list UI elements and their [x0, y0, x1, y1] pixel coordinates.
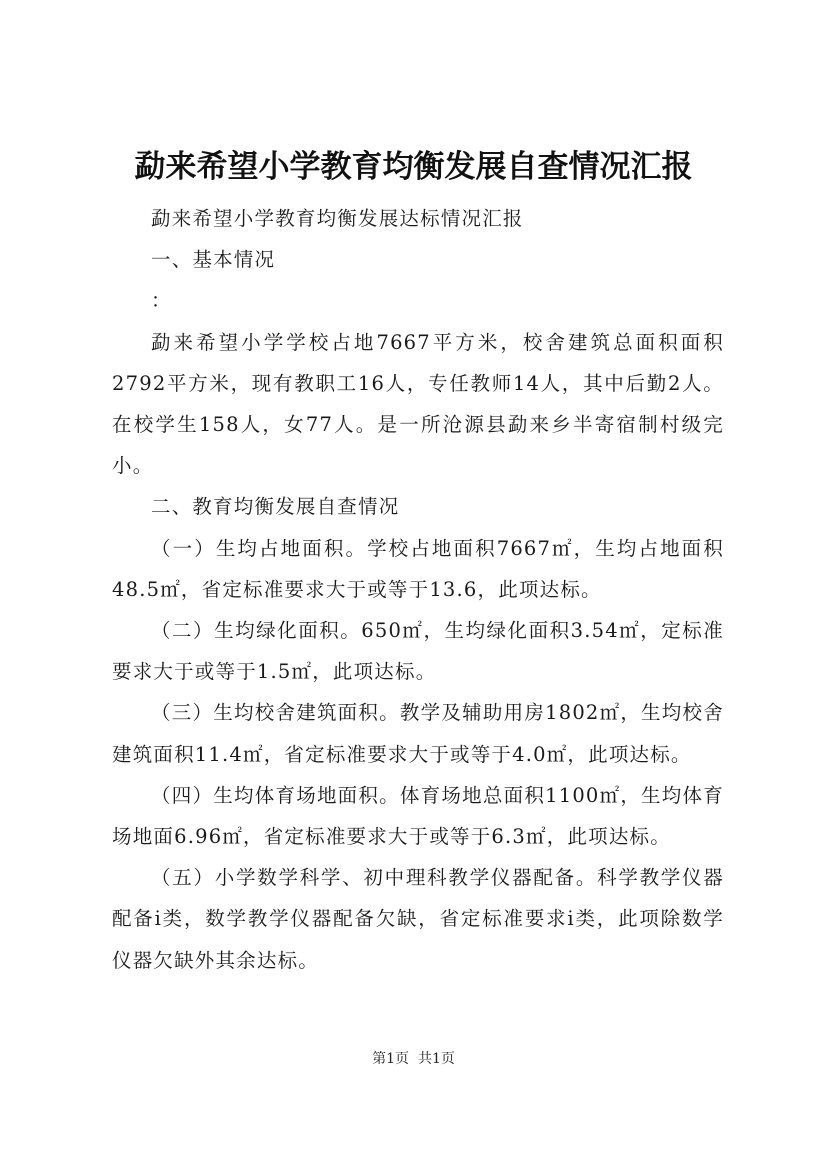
item-sports-area-paragraph: （四）生均体育场地面积。体育场地总面积1100㎡，生均体育场地面6.96㎡，省定标准要求大于或等于6.3㎡，此项达标。 [112, 783, 724, 849]
basic-info-paragraph: 勐来希望小学学校占地7667平方米，校舍建筑总面积面积2792平方米，现有教职工16人，专任教师14人，其中后勤2人。在校学生158人，女77人。是一所沧源县勐来乡半寄宿制村级完小。 [112, 330, 724, 478]
subtitle-paragraph: 勐来希望小学教育均衡发展达标情况汇报 [151, 207, 524, 230]
section-heading-self-check: 二、教育均衡发展自查情况 [151, 495, 400, 519]
colon-paragraph: ： [151, 289, 172, 313]
item-land-area-paragraph: （一）生均占地面积。学校占地面积7667㎡，生均占地面积48.5㎡，省定标准要求大于或等于13.6，此项达标。 [112, 536, 724, 601]
page-number-label: 第1页 共1页 [372, 1051, 455, 1067]
page-footer [0, 1048, 827, 1070]
item-building-area-paragraph: （三）生均校舍建筑面积。教学及辅助用房1802㎡，生均校舍建筑面积11.4㎡，省定标准要求大于或等于4.0㎡，此项达标。 [112, 701, 724, 766]
item-green-area-paragraph: （二）生均绿化面积。650㎡，生均绿化面积3.54㎡，定标准要求大于或等于1.5㎡，此项达标。 [112, 619, 724, 684]
item-instruments-paragraph: （五）小学数学科学、初中理科教学仪器配备。科学教学仪器配备ⅰ类，数学教学仪器配备欠缺，省定标准要求ⅰ类，此项除数学仪器欠缺外其余达标。 [112, 866, 724, 972]
document-title: 勐来希望小学教育均衡发展自查情况汇报 [134, 149, 693, 185]
document-body [112, 198, 724, 981]
section-heading-basic-info: 一、基本情况 [151, 248, 276, 272]
